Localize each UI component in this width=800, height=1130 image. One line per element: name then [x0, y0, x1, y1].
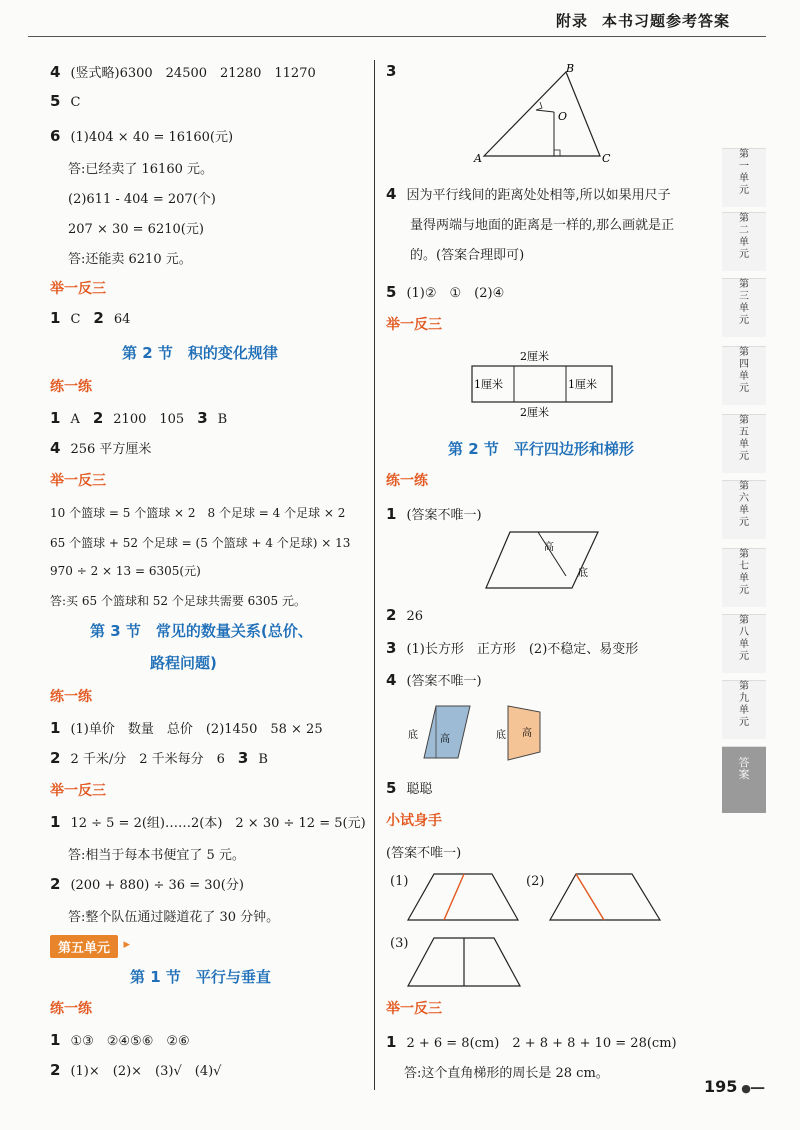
section-heading: 小试身手: [386, 813, 442, 829]
answer-line: 970 ÷ 2 × 13 = 6305(元): [50, 564, 201, 578]
label-base: 底: [578, 568, 588, 579]
header-rule: [28, 36, 766, 37]
trapezoid-label-1: (1): [390, 874, 409, 889]
answer-2-line2: 答:整个队伍通过隧道花了 30 分钟。: [68, 910, 280, 925]
sidebar-tab-1[interactable]: 第 一 单 元: [722, 148, 766, 207]
top-length: 2厘米: [520, 350, 549, 363]
header-title: 本书习题参考答案: [601, 12, 730, 30]
sidebar-tab-2[interactable]: 第 二 单 元: [722, 212, 766, 271]
answer-4: 4 (答案不唯一): [386, 671, 482, 689]
answer-row: 1 C 2 64: [50, 309, 131, 327]
parallelogram-figure: [480, 528, 610, 594]
answer-1: 1 (答案不唯一): [386, 505, 482, 523]
height-line: [538, 532, 566, 576]
trapezoid-label-2: (2): [526, 874, 545, 889]
answer-6-line3: (2)611 - 404 = 207(个): [68, 192, 216, 207]
sidebar-tab-9[interactable]: 第 九 单 元: [722, 680, 766, 739]
label-height: 高: [440, 734, 450, 745]
unit-badge: 第五单元 ▸: [50, 935, 118, 958]
trapezoid-1: [408, 874, 518, 920]
answer-1: 1 ①③ ②④⑤⑥ ②⑥: [50, 1031, 190, 1049]
note-line: (答案不唯一): [386, 846, 462, 861]
sidebar-tab-8[interactable]: 第 八 单 元: [722, 614, 766, 673]
answer-4: 4 256 平方厘米: [50, 439, 152, 457]
section-heading: 练一练: [386, 473, 428, 489]
section-heading: 举一反三: [50, 783, 106, 799]
answer-1: 1 (1)单价 数量 总价 (2)1450 58 × 25: [50, 719, 323, 737]
bottom-length: 2厘米: [520, 406, 549, 418]
shapes-figure: [404, 698, 574, 764]
right-angle-mark: [554, 150, 560, 156]
answer-line: 65 个篮球 + 52 个足球 = (5 个篮球 + 4 个足球) × 13: [50, 536, 351, 550]
section-heading: 练一练: [50, 1001, 92, 1017]
answer-row: 1 A 2 2100 105 3 B: [50, 409, 228, 427]
section-title: 第 2 节 平行四边形和梯形: [448, 440, 634, 458]
section-title: 第 1 节 平行与垂直: [130, 968, 271, 986]
label-o: O: [558, 110, 568, 123]
answer-3-number: 3: [386, 62, 397, 80]
column-divider: [374, 60, 375, 1090]
label-height: 高: [544, 542, 554, 553]
answer-3: 3 (1)长方形 正方形 (2)不稳定、易变形: [386, 639, 639, 657]
right-angle-mark: [536, 102, 542, 110]
answer-1: 1 2 + 6 = 8(cm) 2 + 8 + 8 + 10 = 28(cm): [386, 1033, 677, 1051]
section-title: 第 2 节 积的变化规律: [122, 344, 278, 362]
section-heading: 练一练: [50, 689, 92, 705]
left-length: 1厘米: [474, 378, 503, 391]
sidebar-tab-answers[interactable]: 答 案: [722, 746, 766, 813]
section-heading: 举一反三: [50, 281, 106, 297]
section-heading: 举一反三: [50, 473, 106, 489]
perpendicular-line: [536, 110, 554, 112]
cut-line-1: [444, 874, 464, 920]
answer-line: 10 个篮球 = 5 个篮球 × 2 8 个足球 = 4 个足球 × 2: [50, 506, 346, 520]
sidebar-tab-3[interactable]: 第 三 单 元: [722, 278, 766, 337]
answer-6: 6 (1)404 × 40 = 16160(元): [50, 127, 234, 145]
answer-2: 2 (1)× (2)× (3)√ (4)√: [50, 1061, 222, 1079]
label-base: 底: [496, 730, 506, 741]
page-number: 195 ●━━: [704, 1077, 764, 1096]
answer-4-line2: 量得两端与地面的距离是一样的,那么画就是正: [410, 218, 675, 233]
answer-line: 答:买 65 个篮球和 52 个足球共需要 6305 元。: [50, 594, 307, 608]
answer-1: 1 12 ÷ 5 = 2(组)……2(本) 2 × 30 ÷ 12 = 5(元): [50, 813, 366, 831]
trapezoid-figures: [404, 870, 734, 992]
answer-4: 4 因为平行线间的距离处处相等,所以如果用尺子: [386, 185, 671, 203]
answer-4: 4 (竖式略)6300 24500 21280 11270: [50, 63, 316, 81]
triangle-figure: [470, 62, 630, 166]
blue-parallelogram: [424, 706, 470, 758]
trapezoid-label-3: (3): [390, 936, 409, 951]
answer-1-line2: 答:这个直角梯形的周长是 28 cm。: [404, 1066, 609, 1081]
answer-5: 5 (1)② ① (2)④: [386, 283, 505, 301]
trapezoid-2: [550, 874, 660, 920]
answer-6-line5: 答:还能卖 6210 元。: [68, 252, 192, 267]
section-title-cont: 路程问题): [150, 654, 217, 672]
label-height: 高: [522, 728, 532, 739]
sidebar-tab-5[interactable]: 第 五 单 元: [722, 414, 766, 473]
triangle-abc: [484, 72, 600, 156]
section-heading: 练一练: [50, 379, 92, 395]
label-c: C: [602, 152, 611, 165]
label-a: A: [474, 152, 482, 165]
parallelogram: [486, 532, 598, 588]
right-length: 1厘米: [568, 378, 597, 391]
answer-1-line2: 答:相当于每本书便宜了 5 元。: [68, 848, 245, 863]
answer-4-line3: 的。(答案合理即可): [410, 248, 525, 263]
running-header: [542, 10, 730, 31]
label-b: B: [566, 62, 575, 75]
answer-6-line4: 207 × 30 = 6210(元): [68, 222, 204, 237]
answer-2: 2 (200 + 880) ÷ 36 = 30(分): [50, 875, 244, 893]
cut-line-2: [576, 874, 604, 920]
rectangle-figure: [468, 346, 618, 418]
answer-5: 5 聪聪: [386, 779, 433, 797]
answer-6-line2: 答:已经卖了 16160 元。: [68, 162, 213, 177]
answer-2: 2 26: [386, 606, 423, 624]
header-appendix: 附录: [555, 12, 588, 30]
section-heading: 举一反三: [386, 1001, 442, 1017]
answer-2: 2 2 千米/分 2 千米每分 6 3 B: [50, 749, 268, 767]
sidebar-tab-7[interactable]: 第 七 单 元: [722, 548, 766, 607]
sidebar-tab-4[interactable]: 第 四 单 元: [722, 346, 766, 405]
label-base: 底: [408, 730, 418, 741]
section-title: 第 3 节 常见的数量关系(总价、: [90, 622, 313, 640]
answer-5: 5 C: [50, 92, 81, 110]
section-heading: 举一反三: [386, 317, 442, 333]
sidebar-tab-6[interactable]: 第 六 单 元: [722, 480, 766, 539]
